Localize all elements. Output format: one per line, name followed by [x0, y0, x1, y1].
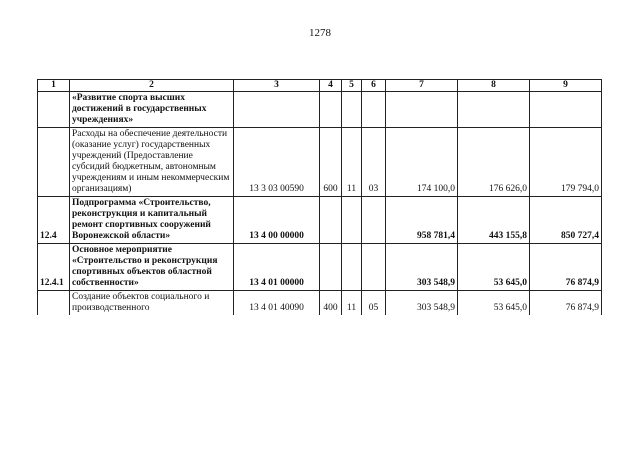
row-c4: 600	[320, 128, 342, 197]
table-row	[38, 128, 602, 197]
table-row	[38, 197, 602, 244]
budget-table	[37, 79, 602, 315]
row-c6: 03	[362, 128, 386, 197]
row-value-9: 179 794,0	[530, 128, 602, 197]
row-value-8: 53 645,0	[458, 291, 530, 316]
row-c5	[342, 92, 362, 128]
row-name: Создание объектов социального и производственного	[70, 291, 234, 316]
row-code: 13 4 00 00000	[234, 197, 320, 244]
table-row	[38, 244, 602, 291]
row-c4	[320, 197, 342, 244]
row-index	[38, 291, 70, 316]
header-cell: 6	[362, 80, 386, 92]
row-c6	[362, 92, 386, 128]
table-header-row	[38, 80, 602, 92]
row-index: 12.4.1	[38, 244, 70, 291]
row-value-9	[530, 92, 602, 128]
row-c6	[362, 197, 386, 244]
row-value-8: 443 155,8	[458, 197, 530, 244]
row-name: «Развитие спорта высших достижений в государственных учреждениях»	[70, 92, 234, 128]
row-name: Расходы на обеспечение деятельности (оказание услуг) государственных учреждений (Предоставление субсидий бюджетным, автономным учреждениям и иным некоммерческим организациям)	[70, 128, 234, 197]
row-c5: 11	[342, 128, 362, 197]
row-c4	[320, 244, 342, 291]
header-cell: 1	[38, 80, 70, 92]
row-code: 13 4 01 00000	[234, 244, 320, 291]
header-cell: 4	[320, 80, 342, 92]
row-value-8: 53 645,0	[458, 244, 530, 291]
row-index	[38, 128, 70, 197]
header-cell: 3	[234, 80, 320, 92]
row-name: Основное мероприятие «Строительство и реконструкция спортивных объектов областной собственности»	[70, 244, 234, 291]
row-c4: 400	[320, 291, 342, 316]
row-value-7: 303 548,9	[386, 244, 458, 291]
table-row	[38, 291, 602, 316]
header-cell: 2	[70, 80, 234, 92]
row-name: Подпрограмма «Строительство, реконструкция и капитальный ремонт спортивных сооружений Воронежской области»	[70, 197, 234, 244]
row-code: 13 4 01 40090	[234, 291, 320, 316]
row-index: 12.4	[38, 197, 70, 244]
row-index	[38, 92, 70, 128]
row-value-7	[386, 92, 458, 128]
header-cell: 5	[342, 80, 362, 92]
row-value-9: 850 727,4	[530, 197, 602, 244]
row-value-7: 174 100,0	[386, 128, 458, 197]
row-value-7: 958 781,4	[386, 197, 458, 244]
row-value-7: 303 548,9	[386, 291, 458, 316]
row-code: 13 3 03 00590	[234, 128, 320, 197]
header-cell: 8	[458, 80, 530, 92]
row-value-9: 76 874,9	[530, 244, 602, 291]
table-row	[38, 92, 602, 128]
header-cell: 9	[530, 80, 602, 92]
row-value-9: 76 874,9	[530, 291, 602, 316]
header-cell: 7	[386, 80, 458, 92]
row-c5	[342, 197, 362, 244]
row-c5: 11	[342, 291, 362, 316]
row-c4	[320, 92, 342, 128]
row-c6: 05	[362, 291, 386, 316]
page-number: 1278	[309, 27, 331, 39]
row-c5	[342, 244, 362, 291]
row-c6	[362, 244, 386, 291]
row-code	[234, 92, 320, 128]
row-value-8: 176 626,0	[458, 128, 530, 197]
row-value-8	[458, 92, 530, 128]
